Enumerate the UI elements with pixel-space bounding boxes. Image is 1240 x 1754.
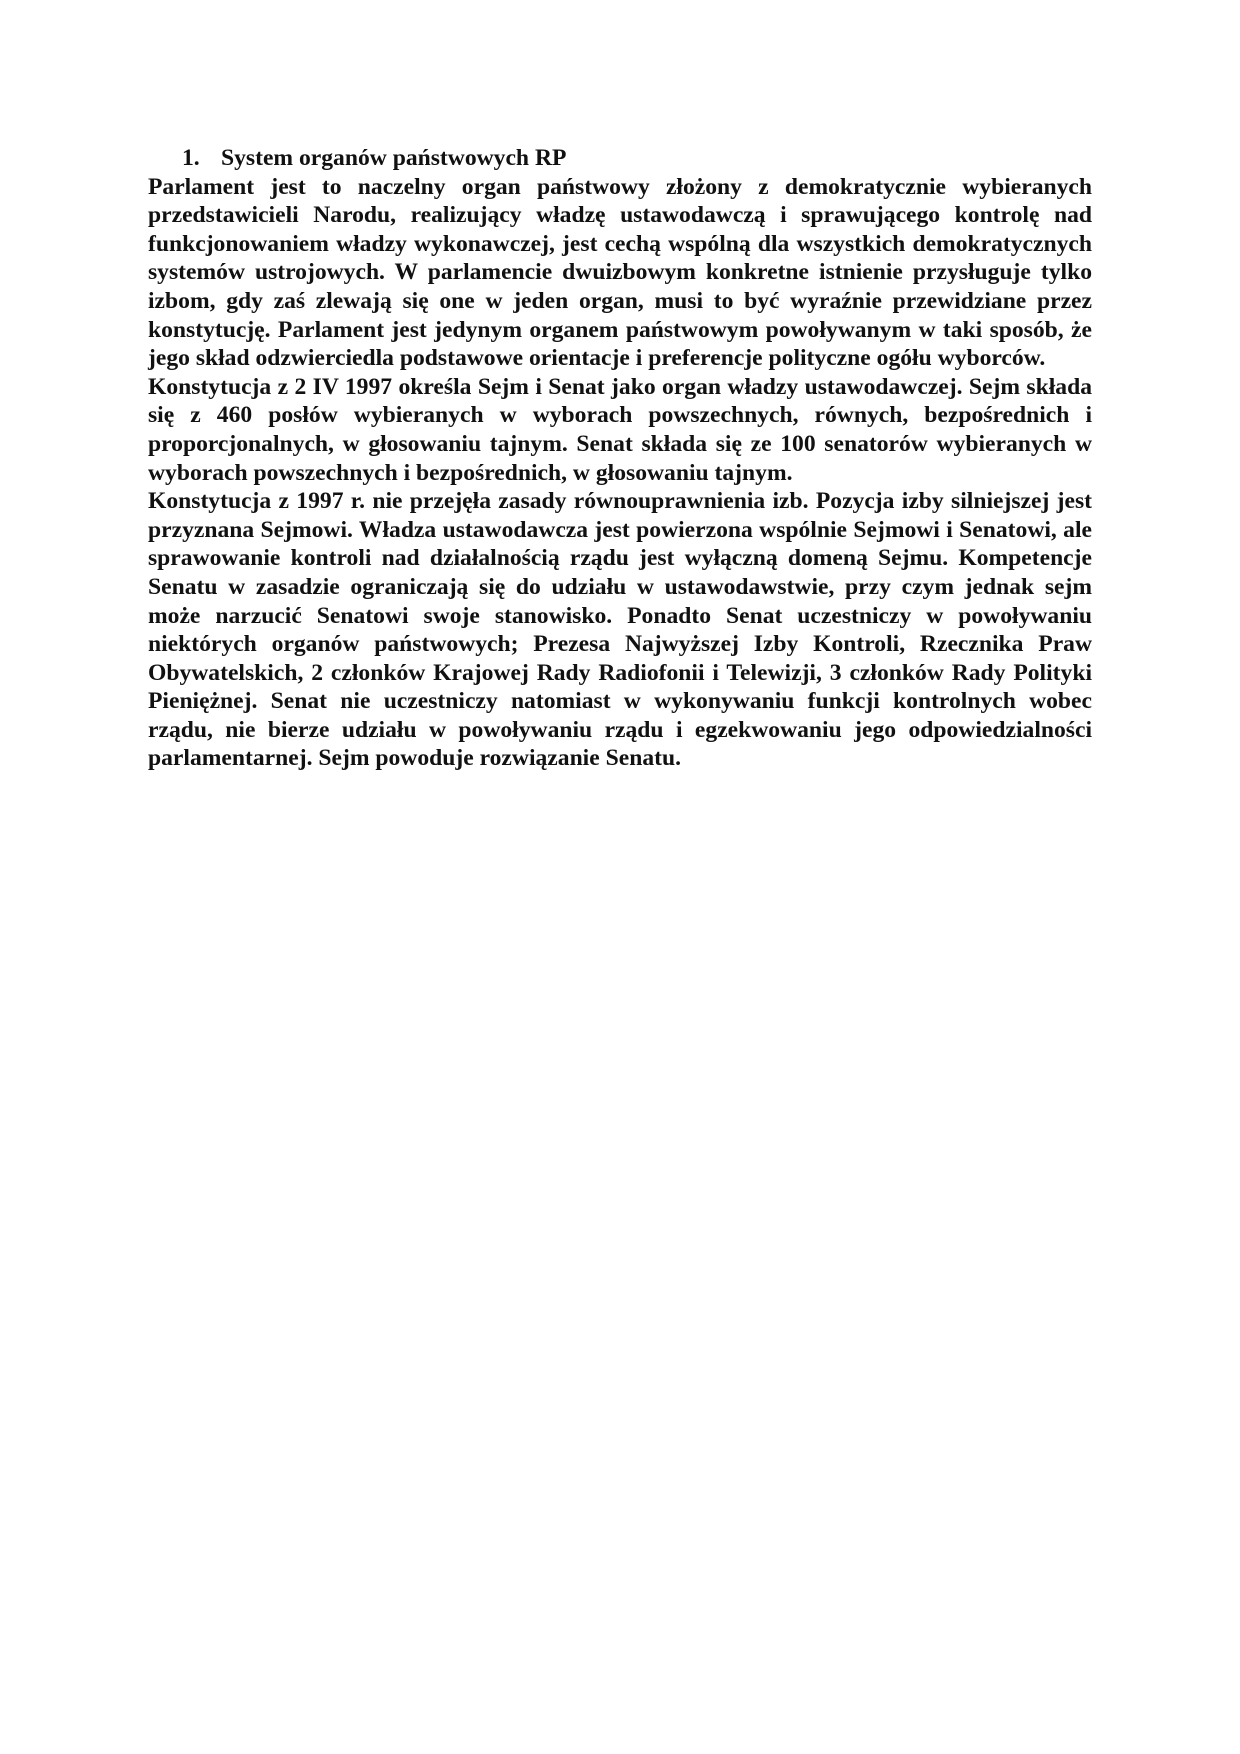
paragraph-parliament-definition: Parlament jest to naczelny organ państwowy złożony z demokratycznie wybieranych przedstawicieli Narodu, realizujący władzę ustawodawczą i sprawującego kontrolę nad funkcjonowaniem władzy wykonawczej, jest cechą wspólną dla wszystkich demokratycznych systemów ustrojowych. W parlamencie dwuizbowym konkretne istnienie przysługuje tylko izbom, gdy zaś zlewają się one w jeden organ, musi to być wyraźnie przewidziane przez konstytucję. Parlament jest jedynym organem państwowym powoływanym w taki sposób, że jego skład odzwierciedla podstawowe orientacje i preferencje polityczne ogółu wyborców.: [148, 173, 1092, 372]
heading-number: 1.: [182, 145, 200, 171]
document-page: [148, 144, 1092, 773]
section-heading: [148, 144, 1092, 173]
heading-title: System organów państwowych RP: [221, 145, 567, 171]
paragraph-chamber-powers: Konstytucja z 1997 r. nie przejęła zasady równouprawnienia izb. Pozycja izby silniejszej jest przyznana Sejmowi. Władza ustawodawcza jest powierzona wspólnie Sejmowi i Senatowi, ale sprawowanie kontroli nad działalnością rządu jest wyłączną domeną Sejmu. Kompetencje Senatu w zasadzie ograniczają się do udziału w ustawodawstwie, przy czym jednak sejm może narzucić Senatowi swoje stanowisko. Ponadto Senat uczestniczy w powoływaniu niektórych organów państwowych; Prezesa Najwyższej Izby Kontroli, Rzecznika Praw Obywatelskich, 2 członków Krajowej Rady Radiofonii i Telewizji, 3 członków Rady Polityki Pieniężnej. Senat nie uczestniczy natomiast w wykonywaniu funkcji kontrolnych wobec rządu, nie bierze udziału w powoływaniu rządu i egzekwowaniu jego odpowiedzialności parlamentarnej. Sejm powoduje rozwiązanie Senatu.: [148, 488, 1092, 772]
paragraph-constitution-1997: Konstytucja z 2 IV 1997 określa Sejm i Senat jako organ władzy ustawodawczej. Sejm składa się z 460 posłów wybieranych w wyborach powszechnych, równych, bezpośrednich i proporcjonalnych, w głosowaniu tajnym. Senat składa się ze 100 senatorów wybieranych w wyborach powszechnych i bezpośrednich, w głosowaniu tajnym.: [148, 373, 1092, 486]
